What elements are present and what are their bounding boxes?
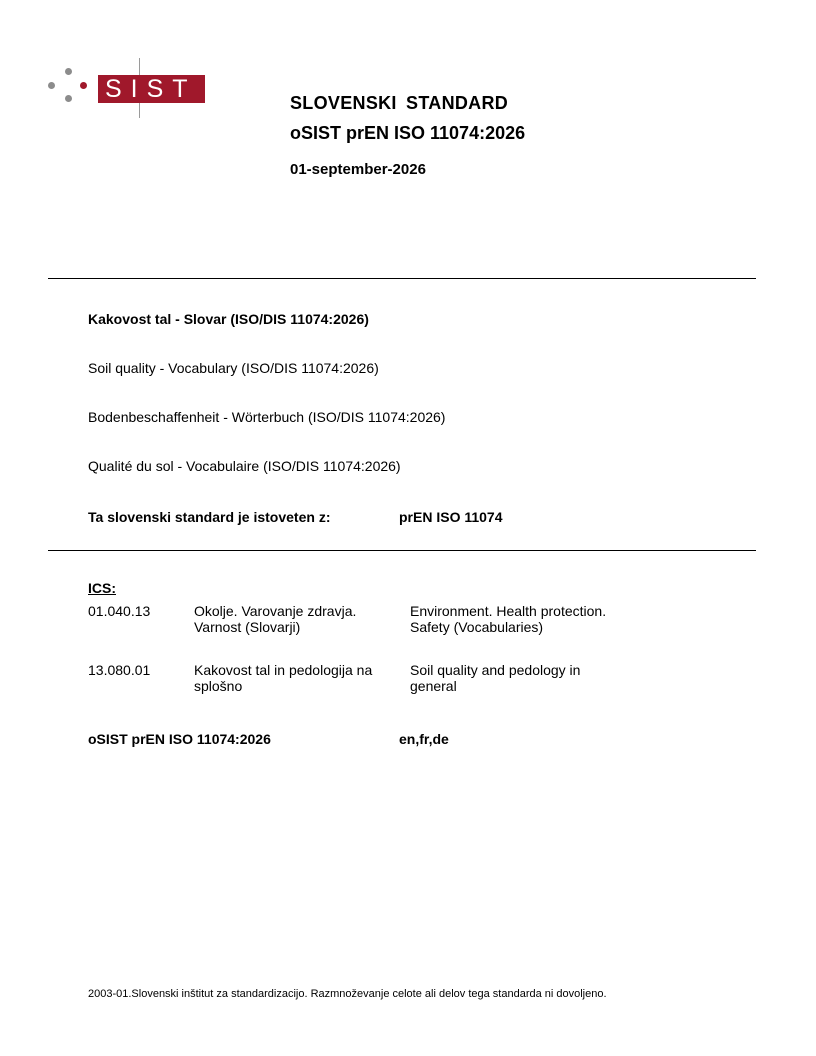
title-english: Soil quality - Vocabulary (ISO/DIS 11074:2026) xyxy=(88,360,379,376)
divider-top xyxy=(48,278,756,279)
divider-bottom xyxy=(48,550,756,551)
title-slovenian: Kakovost tal - Slovar (ISO/DIS 11074:2026) xyxy=(88,311,369,327)
ics-slovenian: Kakovost tal in pedologija na splošno xyxy=(194,662,373,694)
logo-accent-dot-icon xyxy=(80,82,87,89)
title-french: Qualité du sol - Vocabulaire (ISO/DIS 11074:2026) xyxy=(88,458,401,474)
ics-code: 13.080.01 xyxy=(88,662,151,678)
logo-wordmark: SIST xyxy=(98,75,205,103)
ics-code: 01.040.13 xyxy=(88,603,151,619)
copyright-notice: 2003-01.Slovenski inštitut za standardizacijo. Razmnoževanje celote ali delov tega standarda ni dovoljeno. xyxy=(88,988,607,1000)
ics-english: Soil quality and pedology in general xyxy=(410,662,581,694)
ics-heading: ICS: xyxy=(88,580,116,596)
ics-slovenian: Okolje. Varovanje zdravja. Varnost (Slovarji) xyxy=(194,603,357,635)
title-german: Bodenbeschaffenheit - Wörterbuch (ISO/DIS 11074:2026) xyxy=(88,409,446,425)
sist-logo xyxy=(48,58,208,120)
standard-label: SLOVENSKI STANDARD xyxy=(290,93,509,113)
footer-standard-code: oSIST prEN ISO 11074:2026 xyxy=(88,731,271,747)
logo-dot-icon xyxy=(65,68,72,75)
identity-label: Ta slovenski standard je istoveten z: xyxy=(88,509,331,525)
footer-languages: en,fr,de xyxy=(399,731,449,747)
logo-dot-icon xyxy=(48,82,55,89)
identity-value: prEN ISO 11074 xyxy=(399,509,503,525)
standard-code: oSIST prEN ISO 11074:2026 xyxy=(290,123,526,143)
ics-english: Environment. Health protection. Safety (Vocabularies) xyxy=(410,603,607,635)
logo-dot-icon xyxy=(65,95,72,102)
standard-date: 01-september-2026 xyxy=(290,161,426,178)
